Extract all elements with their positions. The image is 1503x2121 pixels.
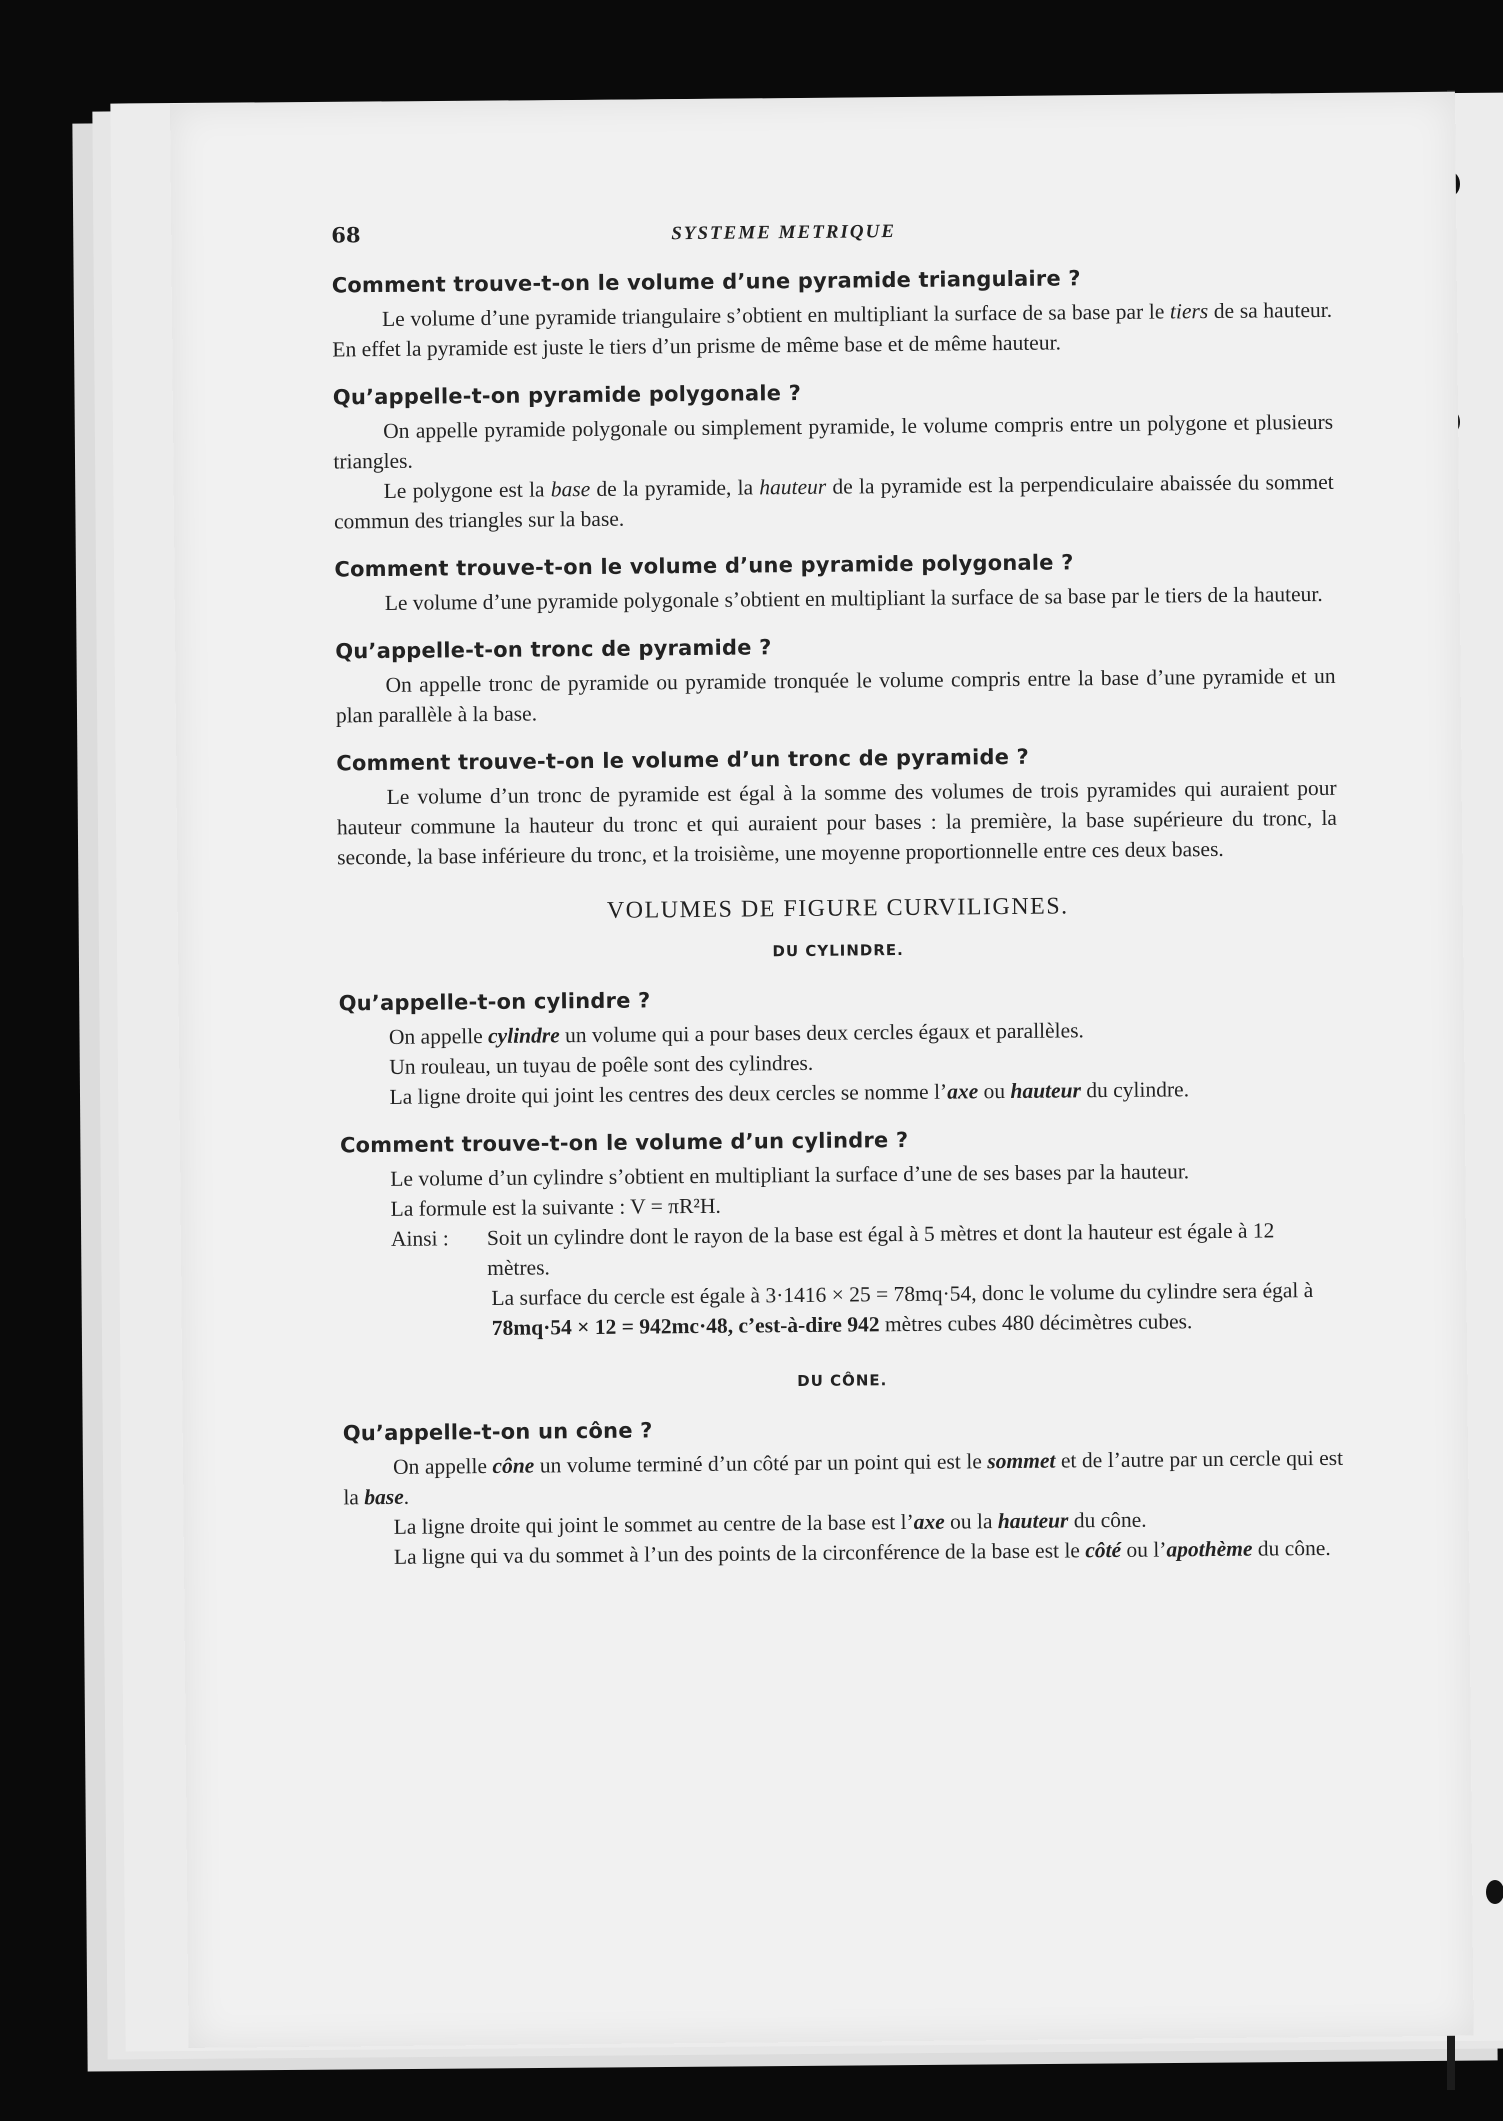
question-heading: Comment trouve-t-on le volume d’un tronc de pyramide ? [336,744,1030,776]
subsection-title: DU CÔNE. [797,1371,888,1391]
worked-example [391,1215,1342,1344]
subsection-title: DU CYLINDRE. [772,940,904,961]
question-heading: Comment trouve-t-on le volume d’un cylindre ? [339,1127,909,1158]
question-heading: Comment trouve-t-on le volume d’une pyramide polygonale ? [334,550,1074,582]
example-label: Ainsi : [390,1226,449,1251]
formula-line: La formule est la suivante : V = πR²H. [390,1193,721,1221]
example-calculation: La surface du cercle est égale à 3·1416 × 25 = 78mq·54, donc le volume du cylindre sera égal à 78mq·54 × 12 = 942mc·48, c’est-à-dire 942 mètres cubes 480 décimètres cubes. [491,1278,1314,1340]
answer-paragraph: La ligne droite qui joint le sommet au centre de la base est l’axe ou la hauteur du cône. [393,1507,1147,1539]
question-heading: Comment trouve-t-on le volume d’une pyramide triangulaire ? [331,266,1081,298]
question-heading: Qu’appelle-t-on un cône ? [342,1418,653,1446]
question-heading: Qu’appelle-t-on cylindre ? [338,988,651,1016]
answer-paragraph: Un rouleau, un tuyau de poêle sont des cylindres. [389,1050,814,1079]
answer-paragraph: Le volume d’un tronc de pyramide est égal à la somme des volumes de trois pyramides qui auraient pour hauteur commune la hauteur du tronc et qui auraient pour bases : la première, la base supérieure du tronc, la seconde, la base inférieure du tronc, et la troisième, une moyenne proportionnelle entre ces deux bases. [336,775,1338,870]
answer-paragraph: Le polygone est la base de la pyramide, la hauteur de la pyramide est la perpendiculaire abaissée du sommet commun des triangles sur la base. [333,469,1334,534]
running-title: SYSTEME METRIQUE [671,221,897,245]
page-number: 68 [331,222,361,248]
question-heading: Qu’appelle-t-on pyramide polygonale ? [332,380,802,410]
section-title: VOLUMES DE FIGURE CURVILIGNES. [606,893,1069,924]
answer-paragraph: On appelle cylindre un volume qui a pour bases deux cercles égaux et parallèles. [388,1018,1084,1049]
page-content [331,211,1344,1573]
answer-paragraph: Le volume d’une pyramide polygonale s’obtient en multipliant la surface de sa base par le tiers de la hauteur. [384,581,1323,615]
page-header [331,211,1331,253]
answer-paragraph: On appelle tronc de pyramide ou pyramide tronquée le volume compris entre la base d’une pyramide et un plan parallèle à la base. [335,663,1336,728]
question-heading: Qu’appelle-t-on tronc de pyramide ? [335,635,772,664]
answer-paragraph: Le volume d’une pyramide triangulaire s’obtient en multipliant la surface de sa base par le tiers de sa hauteur. En effet la pyramide est juste le tiers d’un prisme de même base et de même hauteur. [332,297,1333,362]
book-page [170,92,1474,2048]
answer-paragraph: La ligne droite qui joint les centres des deux cercles se nomme l’axe ou hauteur du cylindre. [389,1077,1190,1109]
example-text: Soit un cylindre dont le rayon de la base est égal à 5 mètres et dont la hauteur est égale à 12 mètres. [486,1218,1275,1281]
answer-paragraph: On appelle pyramide polygonale ou simplement pyramide, le volume compris entre un polygone et plusieurs triangles. [333,409,1334,474]
answer-paragraph: Le volume d’un cylindre s’obtient en multipliant la surface d’une de ses bases par la hauteur. [390,1159,1190,1191]
answer-paragraph: La ligne qui va du sommet à l’un des points de la circonférence de la base est le côté ou l’apothème du cône. [393,1535,1331,1569]
answer-paragraph: On appelle cône un volume terminé d’un côté par un point qui est le sommet et de l’autre par un cercle qui est la base. [343,1445,1344,1510]
binding-hole [1486,1880,1503,1904]
